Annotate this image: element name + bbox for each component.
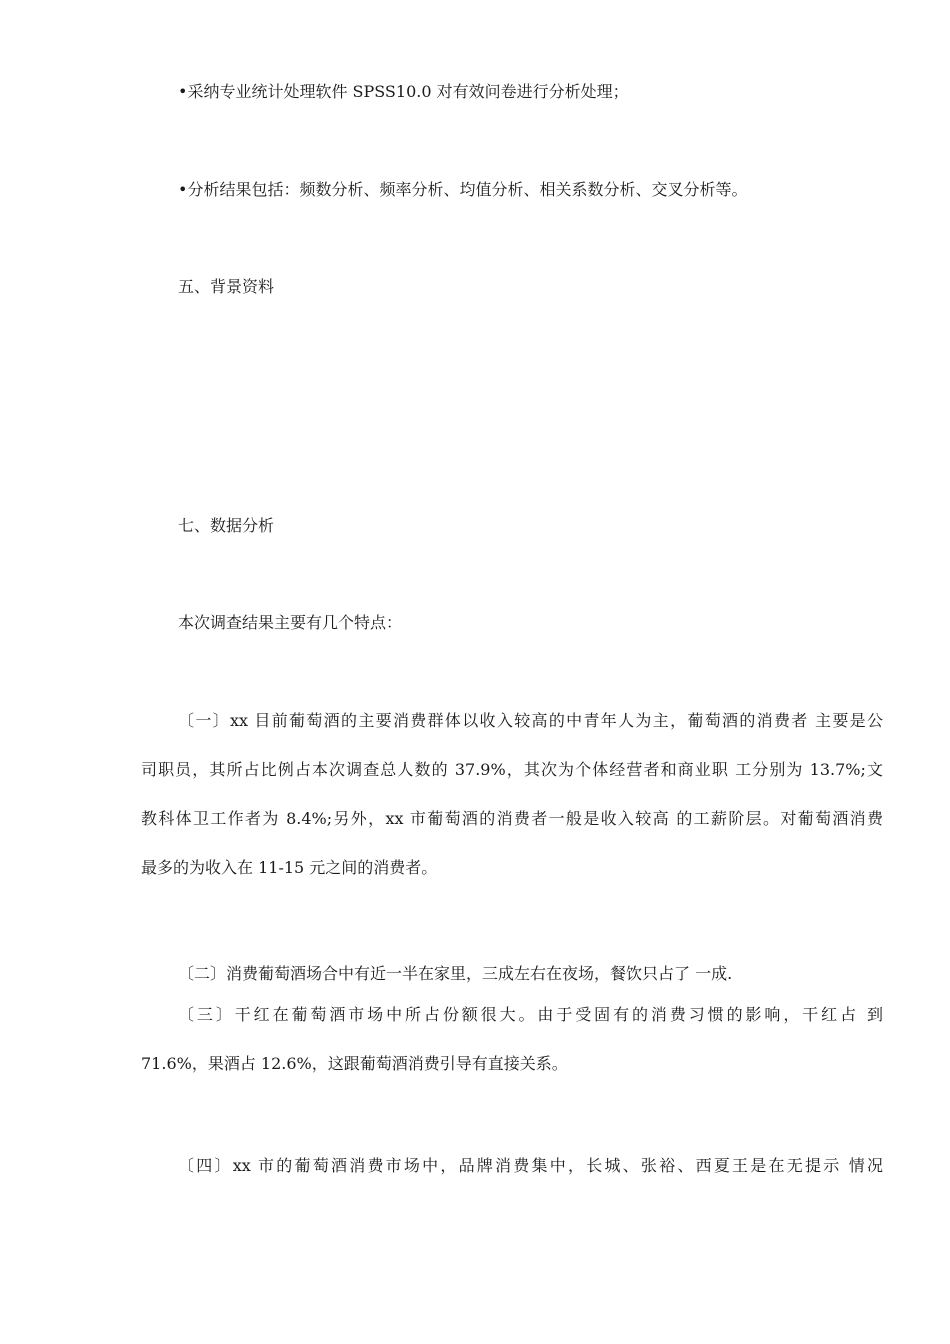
point-2: 〔二〕消费葡萄酒场合中有近一半在家里，三成左右在夜场，餐饮只占了 一成. [178, 964, 733, 983]
bullet-spss: •采纳专业统计处理软件 SPSS10.0 对有效问卷进行分析处理； [178, 82, 629, 101]
point-1-line-1: 〔一〕xx 目前葡萄酒的主要消费群体以收入较高的中青年人为主，葡萄酒的消费者 主要是公 [178, 711, 883, 730]
point-1-line-3: 教科体卫工作者为 8.4%;另外，xx 市葡萄酒的消费者一般是收入较高 的工薪阶层。对葡萄酒消费 [141, 809, 883, 828]
intro-paragraph: 本次调查结果主要有几个特点： [178, 613, 403, 632]
bullet-analysis-results: •分析结果包括：频数分析、频率分析、均值分析、相关系数分析、交叉分析等。 [178, 180, 748, 199]
heading-section-7: 七、数据分析 [178, 516, 275, 535]
point-1-line-2: 司职员，其所占比例占本次调查总人数的 37.9%，其次为个体经营者和商业职 工分别为 13.7%;文 [141, 760, 883, 779]
point-1-line-4: 最多的为收入在 11-15 元之间的消费者。 [141, 858, 438, 877]
heading-section-5: 五、背景资料 [178, 277, 275, 296]
point-3-line-2: 71.6%，果酒占 12.6%，这跟葡萄酒消费引导有直接关系。 [141, 1054, 568, 1073]
point-4-line-1: 〔四〕xx 市的葡萄酒消费市场中，品牌消费集中，长城、张裕、西夏王是在无提示 情况 [178, 1156, 883, 1175]
point-3-line-1: 〔三〕干红在葡萄酒市场中所占份额很大。由于受固有的消费习惯的影响，干红占 到 [178, 1005, 883, 1024]
